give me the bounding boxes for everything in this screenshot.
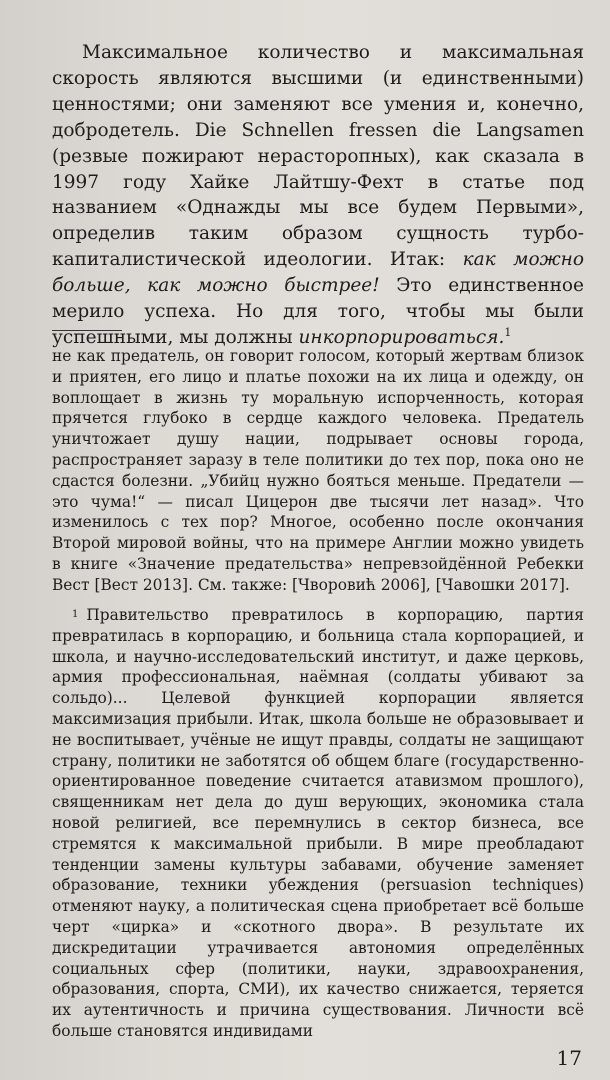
footnote-reference: 1: [504, 325, 512, 339]
main-italic-phrase-2: инкорпорироваться.: [298, 326, 505, 348]
footnote-1-number: 1: [72, 609, 79, 620]
main-italic-phrase-1: как можно больше, как можно быстрее!: [52, 249, 584, 297]
main-text-part-2: Это единственное мерило успеха. Но для того, чтобы мы были успешными, мы должны: [52, 275, 584, 348]
main-paragraph: [52, 40, 584, 351]
footnote-1-text: Правительство превратилось в корпорацию, партия превратилась в корпорацию, и больница стала корпорацией, и школа, и научно-исследовательский институт, и даже церковь, армия профессиональная, наёмная (солдаты убивают за сольдо)... Целевой функцией корпорации является максимизация прибыли. Итак, школа больше не образовывает и не воспитывает, учёные не ищут правды, солдаты не защищают страну, политики не заботятся об общем благе (государственно-ориентированное поведение считается атавизмом прошлого), священникам нет дела до душ верующих, экономика стала новой религией, все перемнулись в сектор бизнеса, все стремятся к максимальной прибыли. В мире преобладают тенденции замены культуры забавами, обучение заменяет образование, техники убеждения (persuasion techniques) отменяют науку, а политическая сцена приобретает всё больше черт «цирка» и «скотного двора». В результате их дискредитации утрачивается автономия определённых социальных сфер (политики, науки, здравоохранения, образования, спорта, СМИ), их качество снижается, теряется их аутентичность и причина существования. Личности всё больше становятся индивидами: [52, 606, 584, 1040]
footnote-continuation: не как предатель, он говорит голосом, который жертвам близок и приятен, его лицо и платье похожи на их лица и одежду, он воплощает в жизнь ту моральную испорченность, которая прячется глубоко в сердце каждого человека. Предатель уничтожает душу нации, подрывает основы города, распространяет заразу в теле политики до тех пор, пока оно не сдастся болезни. „Убийц нужно бояться меньше. Предатели — это чума!“ — писал Цицерон две тысячи лет назад». Что изменилось с тех пор? Многое, особенно после окончания Второй мировой войны, что на примере Англии можно увидеть в книге «Значение предательства» непревзойдённой Ребекки Вест [Вест 2013]. См. также: [Чворовић 2006], [Чавошки 2017].: [52, 347, 584, 594]
footnote-separator: [52, 330, 122, 331]
main-text-part-1: Максимальное количество и максимальная скорость являются высшими (и единственными) ценностями; они заменяют все умения и, конечно, добродетель. Die Schnellen fressen die Langsamen (резвые пожирают нерасторопных), как сказала в 1997 году Хайке Лайтшу-Фехт в статье под названием «Однажды мы все будем Первыми», определив таким образом сущность турбо-капиталистической идеологии. Итак:: [52, 42, 584, 271]
footnote-1: [52, 605, 584, 1042]
page-number: 17: [556, 1046, 582, 1070]
